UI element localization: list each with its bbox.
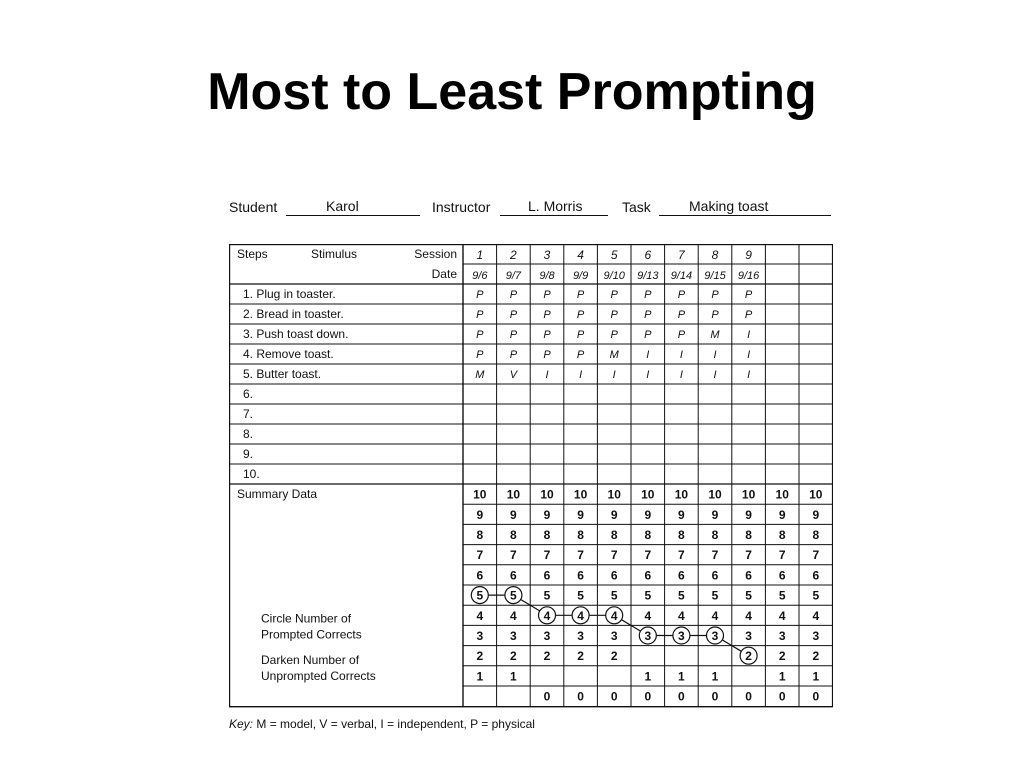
step-mark: P <box>610 289 618 301</box>
summary-number: 8 <box>778 528 786 542</box>
summary-number: 5 <box>644 588 652 603</box>
summary-number: 6 <box>610 568 618 583</box>
task-label: Task <box>622 199 651 215</box>
step-mark: P <box>476 309 484 321</box>
summary-number: 6 <box>510 568 517 583</box>
summary-number: 6 <box>745 568 752 583</box>
step-mark: P <box>610 309 618 321</box>
step-mark: I <box>713 349 717 361</box>
summary-number: 2 <box>510 649 517 664</box>
summary-number: 4 <box>510 608 517 623</box>
summary-number: 10 <box>473 487 487 502</box>
step-mark: P <box>644 309 652 321</box>
summary-number: 0 <box>610 689 618 704</box>
step-mark: P <box>677 289 686 301</box>
step-mark: P <box>644 289 652 301</box>
step-label: 6. <box>243 387 254 401</box>
summary-number: 9 <box>745 507 752 522</box>
summary-number: 8 <box>644 528 652 542</box>
summary-number: 6 <box>543 568 551 583</box>
summary-number: 1 <box>476 669 484 684</box>
summary-number: 7 <box>644 548 652 563</box>
summary-number: 0 <box>678 689 685 704</box>
summary-number: 1 <box>644 669 652 684</box>
darken-instruction-line1: Darken Number of <box>261 652 360 667</box>
summary-number: 9 <box>678 507 685 522</box>
summary-number: 5 <box>543 588 551 603</box>
summary-number: 3 <box>711 629 719 643</box>
summary-number: 5 <box>711 588 719 603</box>
summary-number: 3 <box>778 629 786 643</box>
steps-header: Steps <box>237 247 268 261</box>
session-number: 8 <box>711 248 719 262</box>
step-label: 10. <box>243 467 260 481</box>
task-value: Making toast <box>689 198 769 214</box>
date-header: Date <box>431 267 457 281</box>
summary-number: 4 <box>610 608 618 623</box>
summary-number: 10 <box>506 487 521 502</box>
summary-number: 5 <box>678 588 685 603</box>
step-mark: P <box>509 309 518 321</box>
summary-number: 5 <box>610 588 618 603</box>
step-mark: I <box>646 369 650 381</box>
session-date: 9/16 <box>737 270 760 282</box>
step-label: 7. <box>243 407 254 421</box>
step-mark: P <box>677 309 686 321</box>
summary-number: 4 <box>678 608 685 623</box>
summary-number: 5 <box>577 588 584 603</box>
step-mark: P <box>476 289 484 301</box>
summary-number: 8 <box>678 528 685 542</box>
summary-number: 8 <box>577 528 584 542</box>
summary-number: 9 <box>510 507 517 522</box>
key-label: Key: <box>229 717 254 731</box>
task-field <box>622 199 651 215</box>
summary-number: 5 <box>510 588 517 603</box>
step-mark: P <box>677 329 686 341</box>
summary-number: 8 <box>610 528 618 542</box>
session-date: 9/8 <box>539 270 555 282</box>
step-mark: I <box>679 349 683 361</box>
summary-number: 5 <box>745 588 752 603</box>
step-mark: P <box>576 329 585 341</box>
step-label: 9. <box>243 447 254 461</box>
step-mark: P <box>744 289 753 301</box>
summary-number: 10 <box>641 487 655 502</box>
step-label: 8. <box>243 427 254 441</box>
summary-number: 5 <box>778 588 786 603</box>
summary-number: 4 <box>745 608 752 623</box>
step-mark: P <box>576 309 585 321</box>
summary-number: 2 <box>610 649 618 664</box>
summary-number: 3 <box>577 629 584 643</box>
summary-number: 7 <box>711 548 719 563</box>
summary-number: 0 <box>778 689 786 704</box>
step-mark: P <box>476 329 484 341</box>
summary-number: 7 <box>543 548 551 563</box>
summary-number: 0 <box>543 689 551 704</box>
key-text: M = model, V = verbal, I = independent, P = physical <box>256 717 535 731</box>
summary-number: 6 <box>711 568 719 583</box>
summary-number: 3 <box>812 629 820 643</box>
student-underline <box>286 215 420 216</box>
step-mark: I <box>646 349 650 361</box>
summary-number: 10 <box>573 487 588 502</box>
summary-number: 2 <box>812 649 820 664</box>
summary-number: 9 <box>644 507 652 522</box>
session-date: 9/7 <box>505 270 522 282</box>
summary-number: 1 <box>711 669 719 684</box>
summary-number: 4 <box>778 608 786 623</box>
step-mark: I <box>747 369 751 381</box>
step-mark: M <box>475 369 485 381</box>
step-label: 1. Plug in toaster. <box>243 287 336 301</box>
summary-number: 4 <box>577 608 584 623</box>
session-number: 6 <box>644 248 652 262</box>
step-label: 4. Remove toast. <box>243 347 334 361</box>
task-underline <box>659 215 831 216</box>
summary-number: 8 <box>510 528 517 542</box>
summary-number: 4 <box>644 608 652 623</box>
session-number: 3 <box>543 248 551 262</box>
session-date: 9/13 <box>637 270 659 282</box>
summary-number: 9 <box>778 507 786 522</box>
summary-number: 0 <box>812 689 820 704</box>
session-date: 9/14 <box>670 270 693 282</box>
summary-number: 3 <box>644 629 652 643</box>
step-mark: P <box>476 349 484 361</box>
summary-number: 3 <box>678 629 685 643</box>
summary-number: 7 <box>510 548 517 563</box>
step-label: 5. Butter toast. <box>243 367 322 381</box>
summary-number: 7 <box>745 548 752 563</box>
step-mark: I <box>713 369 717 381</box>
summary-number: 0 <box>711 689 719 704</box>
summary-number: 7 <box>678 548 685 563</box>
summary-number: 6 <box>577 568 584 583</box>
step-mark: P <box>644 329 652 341</box>
summary-number: 0 <box>644 689 652 704</box>
summary-number: 9 <box>577 507 584 522</box>
summary-number: 9 <box>476 507 484 522</box>
step-mark: I <box>545 369 549 381</box>
instructor-field <box>432 199 490 215</box>
circle-instruction-line1: Circle Number of <box>261 611 352 626</box>
step-mark: M <box>609 349 619 361</box>
step-mark: P <box>610 329 618 341</box>
step-label: 3. Push toast down. <box>243 327 349 341</box>
step-label: 2. Bread in toaster. <box>243 307 344 321</box>
instructor-label: Instructor <box>432 199 491 215</box>
step-mark: P <box>576 349 585 361</box>
summary-number: 9 <box>610 507 618 522</box>
summary-number: 6 <box>678 568 685 583</box>
summary-number: 8 <box>812 528 820 542</box>
step-mark: P <box>509 349 518 361</box>
step-mark: P <box>711 289 719 301</box>
summary-number: 9 <box>711 507 719 522</box>
summary-number: 6 <box>476 568 484 583</box>
summary-number: 7 <box>778 548 786 563</box>
session-date: 9/15 <box>704 270 726 282</box>
slide-title: Most to Least Prompting <box>207 63 817 121</box>
summary-number: 3 <box>510 629 517 643</box>
summary-number: 10 <box>775 487 789 502</box>
stimulus-header: Stimulus <box>311 247 358 261</box>
student-field <box>229 199 277 215</box>
step-mark: I <box>747 349 751 361</box>
summary-number: 1 <box>510 669 517 684</box>
summary-number: 7 <box>610 548 618 563</box>
summary-number: 7 <box>476 548 484 563</box>
summary-number: 6 <box>644 568 652 583</box>
step-mark: P <box>543 349 551 361</box>
summary-number: 7 <box>812 548 820 563</box>
session-date: 9/10 <box>603 270 625 282</box>
summary-number: 8 <box>476 528 484 542</box>
session-number: 9 <box>745 248 752 262</box>
summary-label: Summary Data <box>237 487 318 501</box>
summary-number: 6 <box>778 568 786 583</box>
summary-number: 8 <box>745 528 752 542</box>
summary-number: 1 <box>812 669 820 684</box>
session-number: 1 <box>476 248 484 262</box>
summary-number: 10 <box>674 487 689 502</box>
instructor-underline <box>500 215 608 216</box>
instructor-value: L. Morris <box>528 198 583 214</box>
summary-number: 2 <box>577 649 584 664</box>
step-mark: P <box>744 309 753 321</box>
summary-number: 3 <box>610 629 618 643</box>
session-date: 9/6 <box>472 270 488 282</box>
session-number: 4 <box>577 248 584 262</box>
summary-number: 1 <box>778 669 786 684</box>
summary-number: 4 <box>812 608 820 623</box>
step-mark: P <box>509 329 518 341</box>
summary-number: 6 <box>812 568 820 583</box>
circle-instruction-line2: Prompted Corrects <box>261 627 362 642</box>
session-date: 9/9 <box>572 270 589 282</box>
step-mark: P <box>543 289 551 301</box>
summary-number: 10 <box>809 487 823 502</box>
summary-number: 4 <box>543 608 551 623</box>
session-number: 7 <box>678 248 685 262</box>
summary-number: 9 <box>543 507 551 522</box>
summary-number: 2 <box>543 649 551 664</box>
summary-number: 8 <box>711 528 719 542</box>
step-mark: P <box>576 289 585 301</box>
step-mark: I <box>612 369 616 381</box>
summary-number: 3 <box>543 629 551 643</box>
student-value: Karol <box>326 198 359 214</box>
summary-number: 8 <box>543 528 551 542</box>
step-mark: P <box>543 309 551 321</box>
step-mark: V <box>509 369 518 381</box>
summary-number: 3 <box>476 629 484 643</box>
data-sheet-table <box>229 244 833 712</box>
summary-number: 10 <box>540 487 554 502</box>
summary-number: 0 <box>745 689 752 704</box>
summary-number: 5 <box>812 588 820 603</box>
summary-number: 10 <box>708 487 722 502</box>
summary-number: 4 <box>711 608 719 623</box>
session-header: Session <box>414 247 457 261</box>
session-number: 5 <box>610 248 618 262</box>
step-mark: I <box>679 369 683 381</box>
summary-number: 2 <box>778 649 786 664</box>
summary-number: 2 <box>745 649 752 664</box>
student-label: Student <box>229 199 278 215</box>
summary-number: 9 <box>812 507 820 522</box>
step-mark: I <box>747 329 751 341</box>
darken-instruction-line2: Unprompted Corrects <box>261 668 376 683</box>
summary-number: 4 <box>476 608 484 623</box>
key-legend <box>229 717 535 731</box>
summary-number: 10 <box>741 487 756 502</box>
summary-number: 2 <box>476 649 484 664</box>
summary-number: 5 <box>476 588 484 603</box>
summary-number: 3 <box>745 629 752 643</box>
summary-number: 0 <box>577 689 584 704</box>
summary-number: 1 <box>678 669 685 684</box>
step-mark: I <box>579 369 583 381</box>
step-mark: P <box>509 289 518 301</box>
summary-number: 10 <box>607 487 621 502</box>
step-mark: M <box>710 329 720 341</box>
step-mark: P <box>543 329 551 341</box>
session-number: 2 <box>510 248 517 262</box>
step-mark: P <box>711 309 719 321</box>
summary-number: 7 <box>577 548 584 563</box>
